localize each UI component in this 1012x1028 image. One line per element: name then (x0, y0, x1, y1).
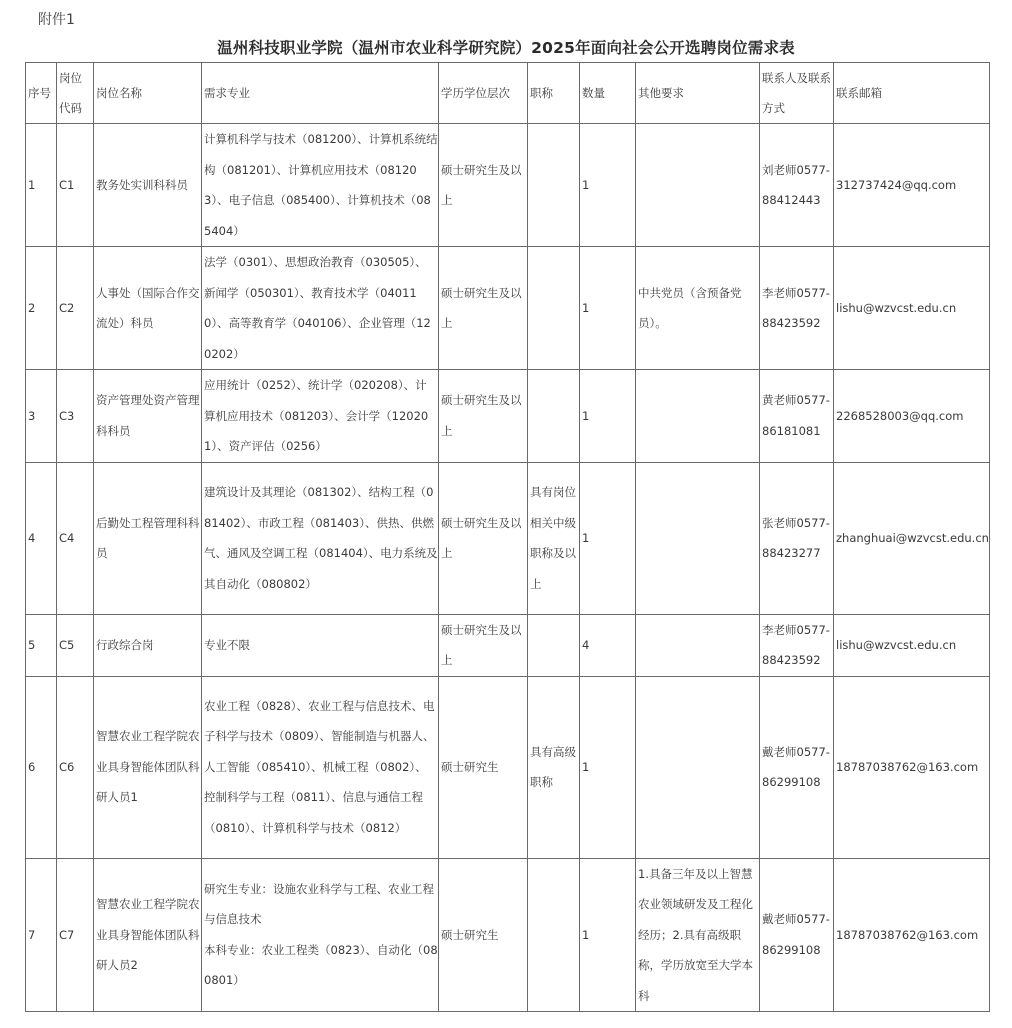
cell-major: 应用统计（0252）、统计学（020208）、计算机应用技术（081203）、会计学（120201）、资产评估（0256） (202, 370, 439, 463)
cell-count: 1 (580, 124, 636, 247)
cell-contact: 张老师0577-88423277 (760, 462, 834, 614)
cell-seq: 6 (26, 676, 57, 858)
cell-email: 18787038762@163.com (834, 858, 990, 1012)
cell-count: 1 (580, 247, 636, 370)
cell-major: 法学（0301）、思想政治教育（030505）、新闻学（050301）、教育技术学（040110）、高等教育学（040106）、企业管理（120202） (202, 247, 439, 370)
cell-contact: 黄老师0577-86181081 (760, 370, 834, 463)
table-header-row (26, 63, 990, 124)
cell-seq: 4 (26, 462, 57, 614)
cell-rank: 具有岗位相关中级职称及以上 (528, 462, 580, 614)
cell-edu: 硕士研究生及以上 (439, 124, 528, 247)
cell-code: C6 (57, 676, 94, 858)
cell-edu: 硕士研究生及以上 (439, 462, 528, 614)
cell-seq: 1 (26, 124, 57, 247)
cell-rank (528, 370, 580, 463)
cell-email: lishu@wzvcst.edu.cn (834, 247, 990, 370)
header-seq: 序号 (26, 63, 57, 124)
cell-name: 智慧农业工程学院农业具身智能体团队科研人员1 (94, 676, 202, 858)
cell-major: 农业工程（0828）、农业工程与信息技术、电子科学与技术（0809）、智能制造与机器人、人工智能（085410）、机械工程（0802）、控制科学与工程（0811）、信息与通信工程（0810）、计算机科学与技术（0812） (202, 676, 439, 858)
cell-count: 1 (580, 676, 636, 858)
cell-rank (528, 614, 580, 676)
cell-name: 资产管理处资产管理科科员 (94, 370, 202, 463)
cell-contact: 李老师0577-88423592 (760, 614, 834, 676)
cell-code: C3 (57, 370, 94, 463)
header-count: 数量 (580, 63, 636, 124)
cell-other: 1.具备三年及以上智慧农业领域研发及工程化经历；2.具有高级职称，学历放宽至大学本科 (636, 858, 760, 1012)
cell-count: 1 (580, 370, 636, 463)
cell-code: C1 (57, 124, 94, 247)
cell-count: 1 (580, 462, 636, 614)
cell-seq: 2 (26, 247, 57, 370)
cell-rank: 具有高级职称 (528, 676, 580, 858)
cell-code: C7 (57, 858, 94, 1012)
table-row (26, 462, 990, 614)
header-code: 岗位代码 (57, 63, 94, 124)
cell-other (636, 462, 760, 614)
cell-seq: 3 (26, 370, 57, 463)
cell-count: 4 (580, 614, 636, 676)
cell-count: 1 (580, 858, 636, 1012)
cell-major (202, 858, 439, 1012)
cell-other (636, 614, 760, 676)
cell-major: 建筑设计及其理论（081302）、结构工程（081402）、市政工程（081403）、供热、供燃气、通风及空调工程（081404）、电力系统及其自动化（080802） (202, 462, 439, 614)
cell-code: C4 (57, 462, 94, 614)
cell-other (636, 370, 760, 463)
cell-rank (528, 247, 580, 370)
cell-rank (528, 858, 580, 1012)
cell-contact: 李老师0577-88423592 (760, 247, 834, 370)
cell-name: 人事处（国际合作交流处）科员 (94, 247, 202, 370)
table-row (26, 676, 990, 858)
attachment-label: 附件1 (38, 12, 75, 28)
cell-contact: 刘老师0577-88412443 (760, 124, 834, 247)
table-row (26, 247, 990, 370)
cell-email: 18787038762@163.com (834, 676, 990, 858)
header-edu: 学历学位层次 (439, 63, 528, 124)
cell-edu: 硕士研究生及以上 (439, 614, 528, 676)
cell-major: 计算机科学与技术（081200）、计算机系统结构（081201）、计算机应用技术（081203）、电子信息（085400）、计算机技术（085404） (202, 124, 439, 247)
cell-seq: 5 (26, 614, 57, 676)
table-row (26, 858, 990, 1012)
cell-edu: 硕士研究生及以上 (439, 370, 528, 463)
cell-other: 中共党员（含预备党员）。 (636, 247, 760, 370)
major-undergraduate-line: 本科专业：农业工程类（0823）、自动化（080801） (204, 942, 438, 988)
header-email: 联系邮箱 (834, 63, 990, 124)
cell-name: 智慧农业工程学院农业具身智能体团队科研人员2 (94, 858, 202, 1012)
cell-code: C2 (57, 247, 94, 370)
cell-email: 2268528003@qq.com (834, 370, 990, 463)
major-graduate-line: 研究生专业：设施农业科学与工程、农业工程与信息技术 (204, 881, 434, 927)
cell-rank (528, 124, 580, 247)
cell-other (636, 676, 760, 858)
cell-name: 后勤处工程管理科科员 (94, 462, 202, 614)
page-title: 温州科技职业学院（温州市农业科学研究院）2025年面向社会公开选聘岗位需求表 (217, 39, 795, 57)
cell-email: lishu@wzvcst.edu.cn (834, 614, 990, 676)
cell-contact: 戴老师0577-86299108 (760, 858, 834, 1012)
cell-email: 312737424@qq.com (834, 124, 990, 247)
cell-other (636, 124, 760, 247)
header-major: 需求专业 (202, 63, 439, 124)
header-other: 其他要求 (636, 63, 760, 124)
cell-contact: 戴老师0577-86299108 (760, 676, 834, 858)
table-row (26, 614, 990, 676)
header-name: 岗位名称 (94, 63, 202, 124)
cell-edu: 硕士研究生 (439, 858, 528, 1012)
cell-name: 行政综合岗 (94, 614, 202, 676)
job-requirements-table (25, 62, 990, 1012)
table-row (26, 370, 990, 463)
header-contact: 联系人及联系方式 (760, 63, 834, 124)
cell-code: C5 (57, 614, 94, 676)
cell-major: 专业不限 (202, 614, 439, 676)
cell-edu: 硕士研究生及以上 (439, 247, 528, 370)
cell-name: 教务处实训科科员 (94, 124, 202, 247)
cell-email: zhanghuai@wzvcst.edu.cn (834, 462, 990, 614)
table-row (26, 124, 990, 247)
header-rank: 职称 (528, 63, 580, 124)
cell-seq: 7 (26, 858, 57, 1012)
cell-edu: 硕士研究生 (439, 676, 528, 858)
